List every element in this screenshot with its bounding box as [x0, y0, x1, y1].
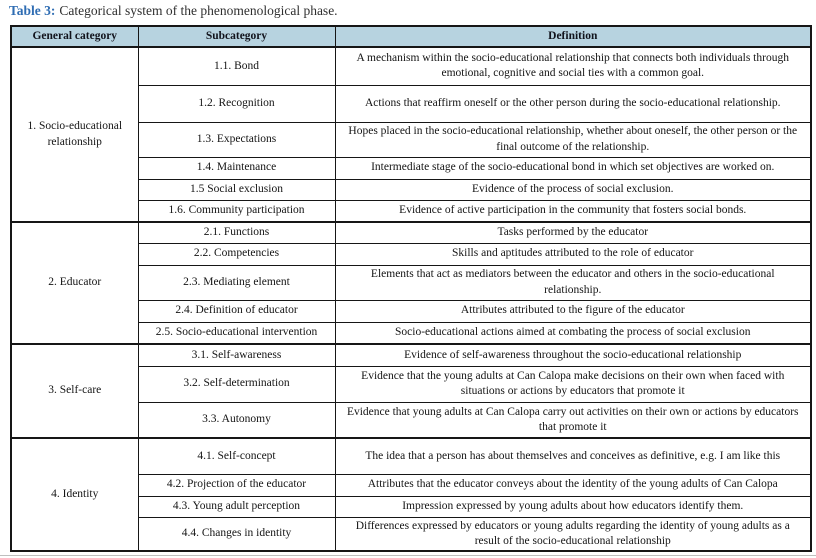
category-cell-identity: 4. Identity [11, 438, 138, 551]
definition-cell: Elements that act as mediators between the educator and others in the socio-educational relationship. [335, 265, 811, 300]
table-row [11, 438, 811, 474]
page-bottom-divider [0, 555, 816, 556]
definition-cell: Impression expressed by young adults about how educators identify them. [335, 496, 811, 517]
table-caption-text: Categorical system of the phenomenological phase. [59, 3, 338, 18]
subcategory-cell: 2.2. Competencies [138, 243, 335, 265]
subcategory-cell: 2.3. Mediating element [138, 265, 335, 300]
definition-cell: A mechanism within the socio-educational relationship that connects both individuals through emotional, cognitive and social ties with a common goal. [335, 47, 811, 85]
table-row [11, 222, 811, 243]
definition-cell: Evidence of active participation in the community that fosters social bonds. [335, 200, 811, 222]
definition-cell: Socio-educational actions aimed at combating the process of social exclusion [335, 322, 811, 344]
definition-cell: Actions that reaffirm oneself or the other person during the socio-educational relationship. [335, 85, 811, 122]
subcategory-cell: 3.3. Autonomy [138, 402, 335, 438]
column-header-subcategory: Subcategory [138, 26, 335, 47]
column-header-definition: Definition [335, 26, 811, 47]
table-caption [9, 3, 338, 19]
column-header-general-category: General category [11, 26, 138, 47]
definition-cell: Evidence that young adults at Can Calopa carry out activities on their own or actions by educators that promote it [335, 402, 811, 438]
subcategory-cell: 4.4. Changes in identity [138, 517, 335, 551]
definition-cell: Evidence of self-awareness throughout the socio-educational relationship [335, 344, 811, 366]
table-caption-label: Table 3: [9, 3, 56, 18]
subcategory-cell: 1.3. Expectations [138, 122, 335, 157]
category-cell-self-care: 3. Self-care [11, 344, 138, 438]
subcategory-cell: 2.5. Socio-educational intervention [138, 322, 335, 344]
definition-cell: Evidence of the process of social exclusion. [335, 179, 811, 200]
category-cell-socio-educational-relationship: 1. Socio-educational relationship [11, 47, 138, 222]
category-cell-educator: 2. Educator [11, 222, 138, 344]
subcategory-cell: 4.2. Projection of the educator [138, 474, 335, 496]
definition-cell: Evidence that the young adults at Can Calopa make decisions on their own when faced with situations or actions by educators that promote it [335, 366, 811, 402]
subcategory-cell: 1.1. Bond [138, 47, 335, 85]
table-row [11, 47, 811, 85]
definition-cell: Hopes placed in the socio-educational relationship, whether about oneself, the other person or the final outcome of the relationship. [335, 122, 811, 157]
definition-cell: Differences expressed by educators or young adults regarding the identity of young adults as a result of the socio-educational relationship [335, 517, 811, 551]
definition-cell: Intermediate stage of the socio-educational bond in which set objectives are worked on. [335, 157, 811, 179]
subcategory-cell: 3.2. Self-determination [138, 366, 335, 402]
categorical-system-table [10, 25, 812, 552]
subcategory-cell: 1.4. Maintenance [138, 157, 335, 179]
subcategory-cell: 1.2. Recognition [138, 85, 335, 122]
subcategory-cell: 1.5 Social exclusion [138, 179, 335, 200]
table-header-row [11, 26, 811, 47]
subcategory-cell: 1.6. Community participation [138, 200, 335, 222]
subcategory-cell: 4.3. Young adult perception [138, 496, 335, 517]
definition-cell: Attributes that the educator conveys about the identity of the young adults of Can Calopa [335, 474, 811, 496]
definition-cell: Attributes attributed to the figure of the educator [335, 300, 811, 322]
subcategory-cell: 2.1. Functions [138, 222, 335, 243]
subcategory-cell: 2.4. Definition of educator [138, 300, 335, 322]
table-row [11, 344, 811, 366]
definition-cell: The idea that a person has about themselves and conceives as definitive, e.g. I am like this [335, 438, 811, 474]
subcategory-cell: 3.1. Self-awareness [138, 344, 335, 366]
definition-cell: Skills and aptitudes attributed to the role of educator [335, 243, 811, 265]
subcategory-cell: 4.1. Self-concept [138, 438, 335, 474]
definition-cell: Tasks performed by the educator [335, 222, 811, 243]
